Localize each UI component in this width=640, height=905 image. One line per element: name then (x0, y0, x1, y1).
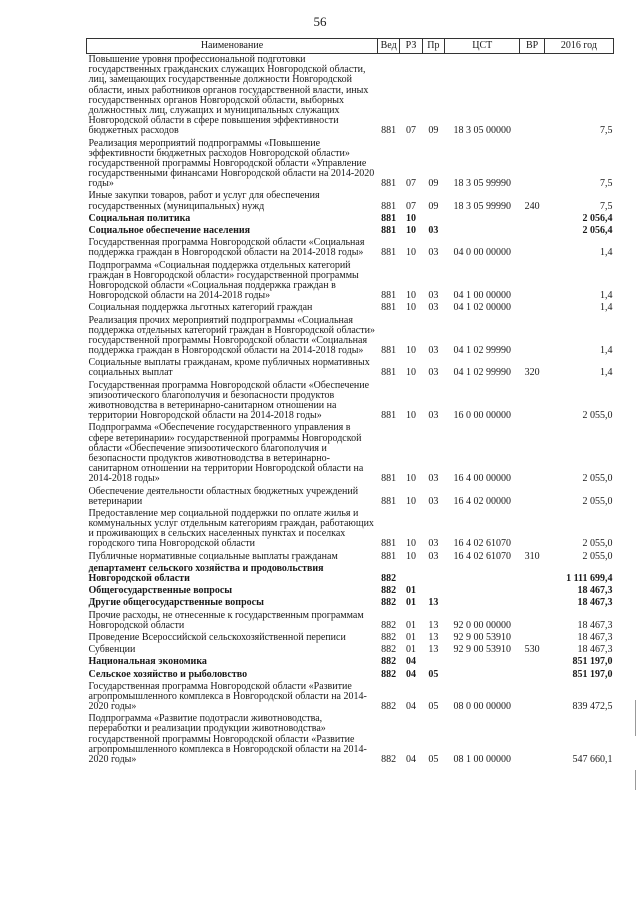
table-row (87, 563, 614, 585)
cell-vr (520, 486, 544, 508)
cell-ved: 881 (381, 345, 397, 357)
cell-ved: 881 (381, 473, 397, 485)
cell-name: Социальное обеспечение населения (88, 225, 251, 236)
cell-ved: 881 (381, 367, 397, 379)
cell-vr (520, 260, 544, 303)
cell-rz: 04 (406, 656, 417, 668)
cell-ved: 881 (381, 178, 397, 190)
cell-ved: 882 (381, 656, 397, 668)
cell-pr: 03 (428, 367, 439, 379)
cell-pr: 05 (428, 754, 439, 765)
cell-pr: 13 (428, 631, 439, 643)
cell-rz: 10 (406, 538, 417, 550)
cell-rz: 10 (406, 225, 417, 236)
cell-cst: 92 0 00 00000 (453, 619, 511, 631)
cell-rz: 10 (406, 212, 417, 224)
table-row (87, 315, 614, 358)
cell-rz: 07 (406, 200, 417, 212)
cell-vr: 320 (524, 367, 540, 379)
cell-ved: 882 (381, 631, 397, 643)
cell-ved: 881 (381, 410, 397, 422)
cell-cst (445, 213, 520, 225)
cell-vr (520, 713, 544, 766)
header-pr: Пр (422, 39, 444, 54)
cell-cst: 16 4 02 61070 (453, 538, 511, 550)
cell-rz: 01 (406, 597, 417, 609)
cell-sum: 18 467,3 (577, 597, 613, 609)
cell-vr (520, 669, 544, 681)
cell-pr: 03 (428, 225, 439, 236)
cell-name: департамент сельского хозяйства и продовольствия Новгородской области (88, 562, 324, 584)
cell-pr: 03 (428, 247, 439, 259)
cell-ved: 882 (381, 644, 397, 656)
cell-cst (445, 656, 520, 668)
cell-sum: 18 467,3 (577, 644, 613, 656)
cell-pr (422, 563, 444, 585)
cell-sum: 2 056,4 (582, 225, 613, 236)
cell-name: Подпрограмма «Социальная поддержка отдельных категорий граждан в Новгородской области» государственной программы Новгородской области «Социальная поддержка граждан в Новгородской области на 2014-2018 годы» (88, 259, 359, 302)
cell-rz: 07 (406, 125, 417, 137)
cell-ved: 881 (381, 302, 397, 314)
cell-rz: 10 (406, 473, 417, 485)
table-row (87, 213, 614, 225)
cell-sum: 2 055,0 (582, 538, 613, 550)
cell-name: Социальная поддержка льготных категорий граждан (88, 302, 313, 314)
cell-vr (520, 380, 544, 423)
cell-pr: 03 (428, 495, 439, 507)
cell-sum: 1,4 (600, 367, 613, 379)
cell-ved: 881 (381, 290, 397, 302)
cell-name: Прочие расходы, не отнесенные к государственным программам Новгородской области (88, 609, 364, 631)
header-sum: 2016 год (544, 39, 613, 54)
table-row (87, 597, 614, 609)
cell-name: Подпрограмма «Развитие подотрасли животноводства, переработки и реализации продукции животноводства» государственной программы Новгородской области «Развитие агропромышленного комплекса в Новгородской области на 2014-2020 годы» (88, 713, 367, 765)
cell-vr (520, 54, 544, 138)
cell-pr: 13 (428, 644, 439, 656)
cell-cst: 04 1 02 99990 (453, 345, 511, 357)
table-row (87, 508, 614, 551)
cell-sum: 2 056,4 (582, 212, 613, 224)
cell-sum: 7,5 (600, 125, 613, 137)
cell-cst (445, 225, 520, 237)
cell-rz: 04 (406, 668, 417, 680)
cell-name: Повышение уровня профессиональной подготовки государственных гражданских служащих Новгородской области, лиц, замещающих государственные должности Новгородской области, иных работников органов государственной власти, иных государственных органов Новгородской области, выборных должностных лиц, служащих и муниципальных служащих Новгородской области в сфере повышения эффективности бюджетных расходов (88, 54, 369, 137)
cell-vr (520, 632, 544, 644)
cell-cst: 04 0 00 00000 (453, 247, 511, 259)
table-row (87, 632, 614, 644)
cell-name: Реализация мероприятий подпрограммы «Повышение эффективности бюджетных расходов Новгородской области» государственной программы Новгородской области «Управление государственными финансами Новгородской области на 2014-2020 годы» (88, 137, 375, 190)
cell-rz: 01 (406, 585, 417, 597)
cell-ved: 881 (381, 125, 397, 137)
cell-name: Публичные нормативные социальные выплаты гражданам (88, 550, 338, 562)
cell-ved: 882 (381, 701, 397, 713)
cell-cst (445, 669, 520, 681)
cell-vr (520, 138, 544, 191)
cell-ved: 881 (381, 212, 397, 224)
cell-vr: 310 (524, 550, 540, 562)
cell-sum: 2 055,0 (582, 410, 613, 422)
cell-rz: 10 (406, 367, 417, 379)
cell-vr (520, 315, 544, 358)
cell-vr (520, 681, 544, 714)
table-row (87, 669, 614, 681)
table-row (87, 302, 614, 314)
cell-name: Подпрограмма «Обеспечение государственного управления в сфере ветеринарии» государственной программы Новгородской области «Обеспечение эпизоотического благополучия и безопасности продуктов животноводства в ветеринарно-санитарном отношении на территории Новгородской области на 2014-2018 годы» (88, 422, 364, 485)
cell-cst: 08 1 00 00000 (453, 754, 511, 765)
cell-vr: 240 (524, 200, 540, 212)
cell-cst: 08 0 00 00000 (453, 701, 511, 713)
table-row (87, 380, 614, 423)
cell-vr (520, 597, 544, 609)
cell-pr: 09 (428, 178, 439, 190)
cell-rz: 10 (406, 410, 417, 422)
cell-name: Проведение Всероссийской сельскохозяйственной переписи (88, 631, 346, 643)
cell-cst (445, 563, 520, 585)
cell-cst (445, 585, 520, 597)
cell-pr: 05 (428, 701, 439, 713)
cell-vr: 530 (524, 644, 540, 656)
cell-pr (422, 213, 444, 225)
cell-pr: 03 (428, 290, 439, 302)
table-row (87, 422, 614, 485)
cell-ved: 882 (381, 585, 397, 597)
cell-rz: 10 (406, 247, 417, 259)
cell-name: Предоставление мер социальной поддержки по оплате жилья и коммунальных услуг отдельным категориям граждан, работающих и проживающих в сельских населенных пунктах и поселках городского типа Новгородской области (88, 507, 374, 550)
cell-cst: 04 1 02 00000 (453, 302, 511, 314)
cell-pr: 05 (428, 668, 439, 680)
cell-sum: 7,5 (600, 178, 613, 190)
table-row (87, 713, 614, 766)
cell-vr (520, 508, 544, 551)
cell-name: Общегосударственные вопросы (88, 585, 233, 597)
cell-name: Социальная политика (88, 212, 191, 224)
cell-name: Сельское хозяйство и рыболовство (88, 668, 248, 680)
cell-pr: 09 (428, 125, 439, 137)
cell-sum: 547 660,1 (572, 754, 613, 765)
cell-cst: 92 9 00 53910 (453, 644, 511, 656)
cell-sum: 851 197,0 (572, 656, 613, 668)
cell-pr: 03 (428, 550, 439, 562)
cell-name: Иные закупки товаров, работ и услуг для обеспечения государственных (муниципальных) нужд (88, 190, 320, 212)
cell-sum: 1,4 (600, 302, 613, 314)
cell-sum: 18 467,3 (577, 631, 613, 643)
table-row (87, 138, 614, 191)
table-body (87, 54, 614, 767)
cell-ved: 882 (381, 668, 397, 680)
cell-sum: 2 055,0 (582, 495, 613, 507)
cell-sum: 2 055,0 (582, 473, 613, 485)
cell-ved: 882 (381, 754, 397, 765)
cell-cst: 04 1 00 00000 (453, 290, 511, 302)
cell-sum: 1 111 699,4 (566, 573, 613, 584)
cell-cst: 92 9 00 53910 (453, 631, 511, 643)
budget-table (86, 38, 614, 766)
cell-name: Обеспечение деятельности областных бюджетных учреждений ветеринарии (88, 485, 359, 507)
cell-sum: 851 197,0 (572, 668, 613, 680)
cell-name: Другие общегосударственные вопросы (88, 597, 264, 609)
cell-name: Государственная программа Новгородской области «Социальная поддержка граждан в Новгородской области на 2014-2018 годы» (88, 237, 365, 259)
table-row (87, 486, 614, 508)
cell-name: Реализация прочих мероприятий подпрограммы «Социальная поддержка отдельных категорий граждан в Новгородской области» государственной программы Новгородской области «Социальная поддержка граждан в Новгородской области на 2014-2018 годы» (88, 314, 375, 357)
cell-sum: 1,4 (600, 345, 613, 357)
table-row (87, 225, 614, 237)
cell-cst: 04 1 02 99990 (453, 367, 511, 379)
cell-pr: 03 (428, 302, 439, 314)
table-row (87, 54, 614, 138)
cell-name: Национальная экономика (88, 656, 207, 668)
cell-pr: 09 (428, 200, 439, 212)
cell-ved: 881 (381, 495, 397, 507)
table-header-row (87, 39, 614, 54)
table-row (87, 656, 614, 668)
scan-edge-mark (635, 770, 636, 790)
table-row (87, 585, 614, 597)
table-row (87, 237, 614, 259)
cell-vr (520, 656, 544, 668)
table-row (87, 357, 614, 379)
cell-vr (520, 422, 544, 485)
header-vr: ВР (520, 39, 544, 54)
cell-pr: 03 (428, 345, 439, 357)
cell-rz: 10 (406, 302, 417, 314)
cell-pr: 03 (428, 538, 439, 550)
cell-rz: 10 (406, 290, 417, 302)
cell-pr (422, 656, 444, 668)
cell-vr (520, 213, 544, 225)
cell-cst: 18 3 05 99990 (453, 178, 511, 190)
cell-vr (520, 302, 544, 314)
table-row (87, 190, 614, 212)
cell-vr (520, 610, 544, 632)
scan-edge-mark (635, 700, 636, 736)
cell-cst: 18 3 05 99990 (453, 200, 511, 212)
cell-ved: 881 (381, 200, 397, 212)
cell-ved: 881 (381, 247, 397, 259)
cell-pr: 03 (428, 473, 439, 485)
cell-pr (422, 585, 444, 597)
cell-ved: 882 (381, 573, 397, 584)
cell-sum: 7,5 (600, 200, 613, 212)
cell-ved: 881 (381, 225, 397, 236)
cell-rz: 10 (406, 495, 417, 507)
header-name: Наименование (87, 39, 378, 54)
cell-ved: 881 (381, 538, 397, 550)
header-rz: РЗ (400, 39, 422, 54)
cell-cst: 16 0 00 00000 (453, 410, 511, 422)
cell-cst (445, 597, 520, 609)
cell-name: Субвенции (88, 644, 136, 656)
table-row (87, 610, 614, 632)
cell-pr: 13 (428, 597, 439, 609)
cell-vr (520, 237, 544, 259)
cell-cst: 16 4 02 61070 (453, 550, 511, 562)
cell-sum: 1,4 (600, 290, 613, 302)
table-row (87, 644, 614, 656)
cell-rz: 10 (406, 345, 417, 357)
header-cst: ЦСТ (445, 39, 520, 54)
cell-name: Государственная программа Новгородской области «Обеспечение эпизоотического благополучия и безопасности продуктов животноводства в ветеринарно-санитарном отношении на территории Новгородской области на 2014-2018 годы» (88, 379, 370, 422)
cell-sum: 18 467,3 (577, 619, 613, 631)
cell-sum: 18 467,3 (577, 585, 613, 597)
cell-pr: 03 (428, 410, 439, 422)
table-row (87, 260, 614, 303)
cell-vr (520, 585, 544, 597)
cell-rz: 01 (406, 644, 417, 656)
cell-sum: 839 472,5 (572, 701, 613, 713)
cell-ved: 882 (381, 619, 397, 631)
page-number: 56 (313, 14, 327, 29)
cell-cst: 18 3 05 00000 (453, 125, 511, 137)
header-ved: Вед (377, 39, 399, 54)
cell-rz: 01 (406, 619, 417, 631)
cell-rz: 01 (406, 631, 417, 643)
cell-rz: 10 (406, 550, 417, 562)
cell-ved: 881 (381, 550, 397, 562)
cell-vr (520, 225, 544, 237)
cell-name: Социальные выплаты гражданам, кроме публичных нормативных социальных выплат (88, 357, 370, 379)
table-row (87, 551, 614, 563)
cell-vr (520, 563, 544, 585)
table-row (87, 681, 614, 714)
cell-pr: 13 (428, 619, 439, 631)
cell-cst: 16 4 00 00000 (453, 473, 511, 485)
cell-ved: 882 (381, 597, 397, 609)
cell-rz: 04 (406, 754, 417, 765)
cell-sum: 1,4 (600, 247, 613, 259)
cell-rz: 04 (406, 701, 417, 713)
cell-rz: 07 (406, 178, 417, 190)
cell-rz (400, 563, 422, 585)
cell-sum: 2 055,0 (582, 550, 613, 562)
cell-name: Государственная программа Новгородской области «Развитие агропромышленного комплекса в Новгородской области на 2014-2020 годы» (88, 680, 367, 713)
cell-cst: 16 4 02 00000 (453, 495, 511, 507)
